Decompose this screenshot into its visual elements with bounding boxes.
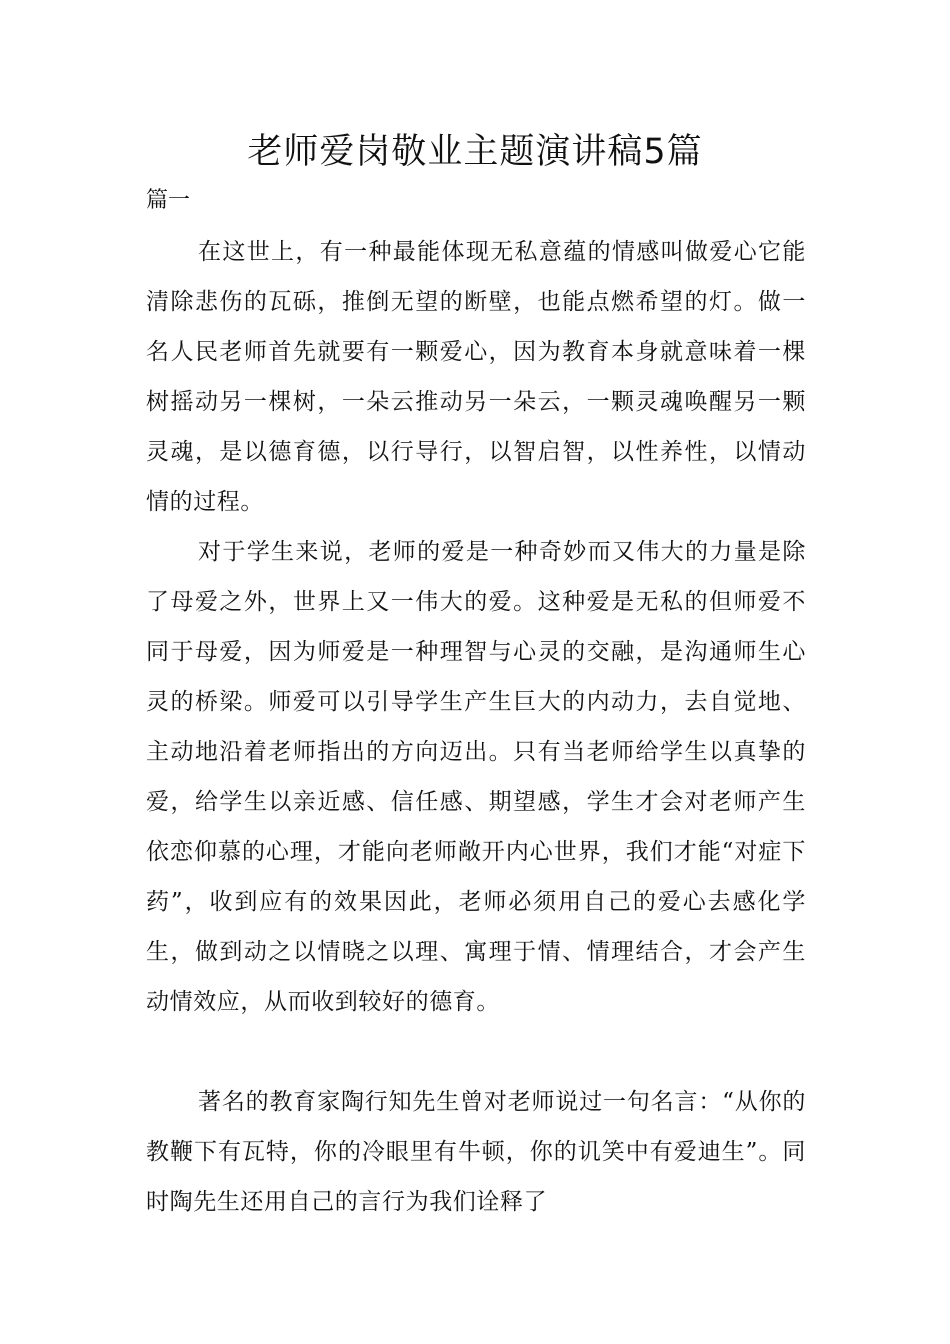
document-title: 老师爱岗敬业主题演讲稿5篇	[247, 132, 703, 172]
paragraph-1: 在这世上，有一种最能体现无私意蕴的情感叫做爱心它能清除悲伤的瓦砾，推倒无望的断壁，也能点燃希望的灯。做一名人民老师首先就要有一颗爱心，因为教育本身就意味着一棵树摇动另一棵树，一朵云推动另一朵云，一颗灵魂唤醒另一颗灵魂，是以德育德，以行导行，以智启智，以性养性，以情动情的过程。	[146, 239, 806, 515]
paragraph-3: 著名的教育家陶行知先生曾对老师说过一句名言：“从你的教鞭下有瓦特，你的冷眼里有牛顿，你的讥笑中有爱迪生”。同时陶先生还用自己的言行为我们诠释了	[146, 1089, 806, 1215]
section-label: 篇一	[146, 188, 191, 213]
paragraph-2: 对于学生来说，老师的爱是一种奇妙而又伟大的力量是除了母爱之外，世界上又一伟大的爱。这种爱是无私的但师爱不同于母爱，因为师爱是一种理智与心灵的交融，是沟通师生心灵的桥梁。师爱可以引导学生产生巨大的内动力，去自觉地、主动地沿着老师指出的方向迈出。只有当老师给学生以真挚的爱，给学生以亲近感、信任感、期望感，学生才会对老师产生依恋仰慕的心理，才能向老师敞开内心世界，我们才能“对症下药”，收到应有的效果因此，老师必须用自己的爱心去感化学生，做到动之以情晓之以理、寓理于情、情理结合，才会产生动情效应，从而收到较好的德育。	[146, 539, 806, 1015]
